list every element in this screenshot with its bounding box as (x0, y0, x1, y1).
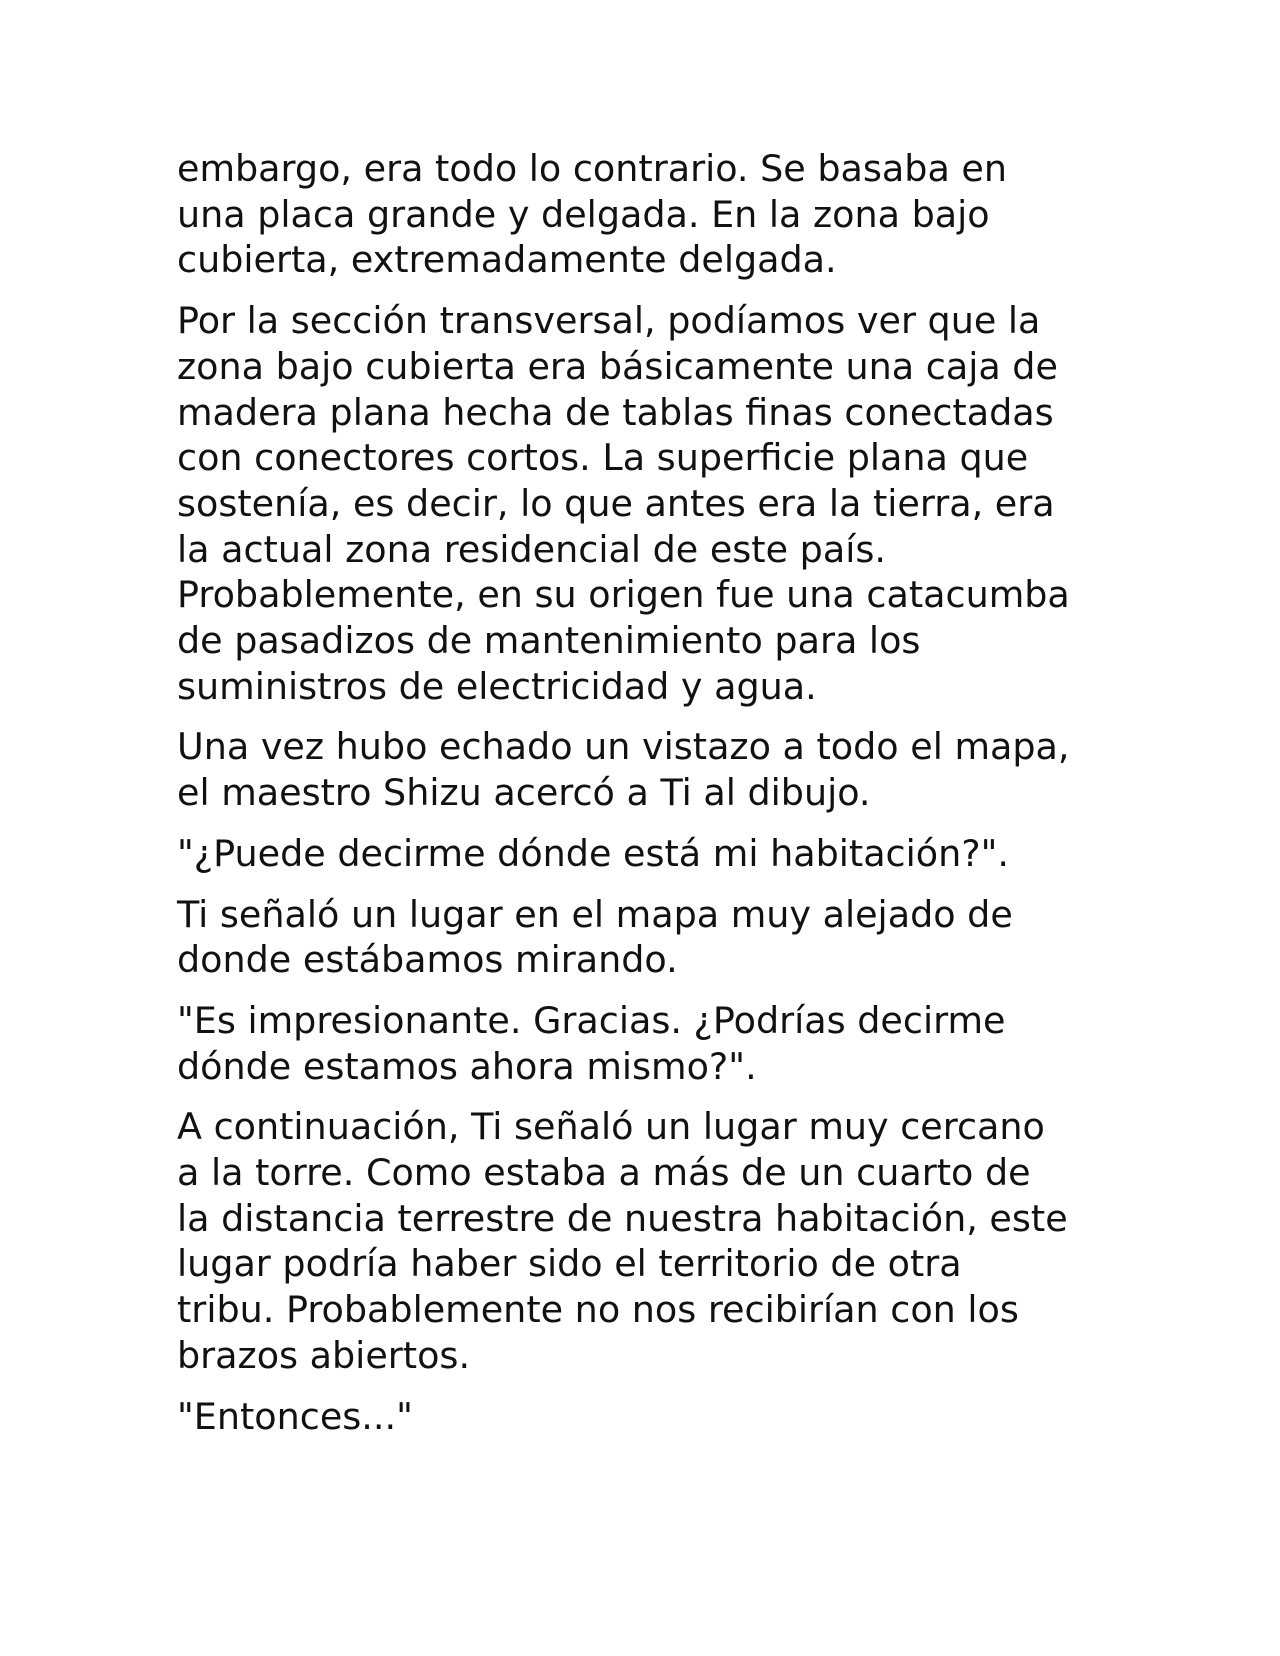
text-line: la actual zona residencial de este país. (177, 527, 886, 571)
text-line: brazos abiertos. (177, 1333, 471, 1377)
text-line: donde estábamos mirando. (177, 938, 678, 982)
text-line: embargo, era todo lo contrario. Se basaba en (177, 147, 1008, 190)
text-line: de pasadizos de mantenimiento para los (177, 619, 921, 663)
text-line: dónde estamos ahora mismo?". (177, 1044, 757, 1088)
text-line: lugar podría haber sido el territorio de otra (177, 1242, 962, 1286)
text-line: "Entonces..." (177, 1394, 413, 1438)
text-line: "¿Puede decirme dónde está mi habitación?". (177, 831, 1009, 875)
text-line: suministros de electricidad y agua. (177, 664, 817, 708)
document-page (177, 146, 1137, 1454)
text-line: a la torre. Como estaba a más de un cuarto de (177, 1151, 1031, 1195)
text-line: zona bajo cubierta era básicamente una caja de (177, 344, 1058, 388)
text-line: el maestro Shizu acercó a Ti al dibujo. (177, 771, 871, 815)
paragraph (177, 724, 1137, 815)
text-line: la distancia terrestre de nuestra habitación, este (177, 1196, 1068, 1240)
text-line: tribu. Probablemente no nos recibirían con los (177, 1288, 1019, 1332)
text-line: Por la sección transversal, podíamos ver que la (177, 299, 1041, 343)
paragraph (177, 831, 1137, 877)
paragraph (177, 998, 1137, 1089)
text-line: Una vez hubo echado un vistazo a todo el mapa, (177, 725, 1070, 769)
text-line: con conectores cortos. La superficie plana que (177, 436, 1029, 480)
text-line: Ti señaló un lugar en el mapa muy alejado de (177, 892, 1013, 936)
text-line: "Es impresionante. Gracias. ¿Podrías decirme (177, 998, 1006, 1042)
paragraph (177, 146, 1137, 283)
text-line: Probablemente, en su origen fue una catacumba (177, 573, 1070, 617)
paragraph (177, 1104, 1137, 1378)
paragraph (177, 1394, 1137, 1440)
text-line: una placa grande y delgada. En la zona bajo (177, 192, 990, 236)
text-line: sostenía, es decir, lo que antes era la tierra, era (177, 481, 1055, 525)
paragraph (177, 892, 1137, 983)
text-line: A continuación, Ti señaló un lugar muy cercano (177, 1105, 1045, 1149)
text-line: madera plana hecha de tablas finas conectadas (177, 390, 1054, 434)
text-line: cubierta, extremadamente delgada. (177, 238, 837, 282)
paragraph (177, 298, 1137, 709)
